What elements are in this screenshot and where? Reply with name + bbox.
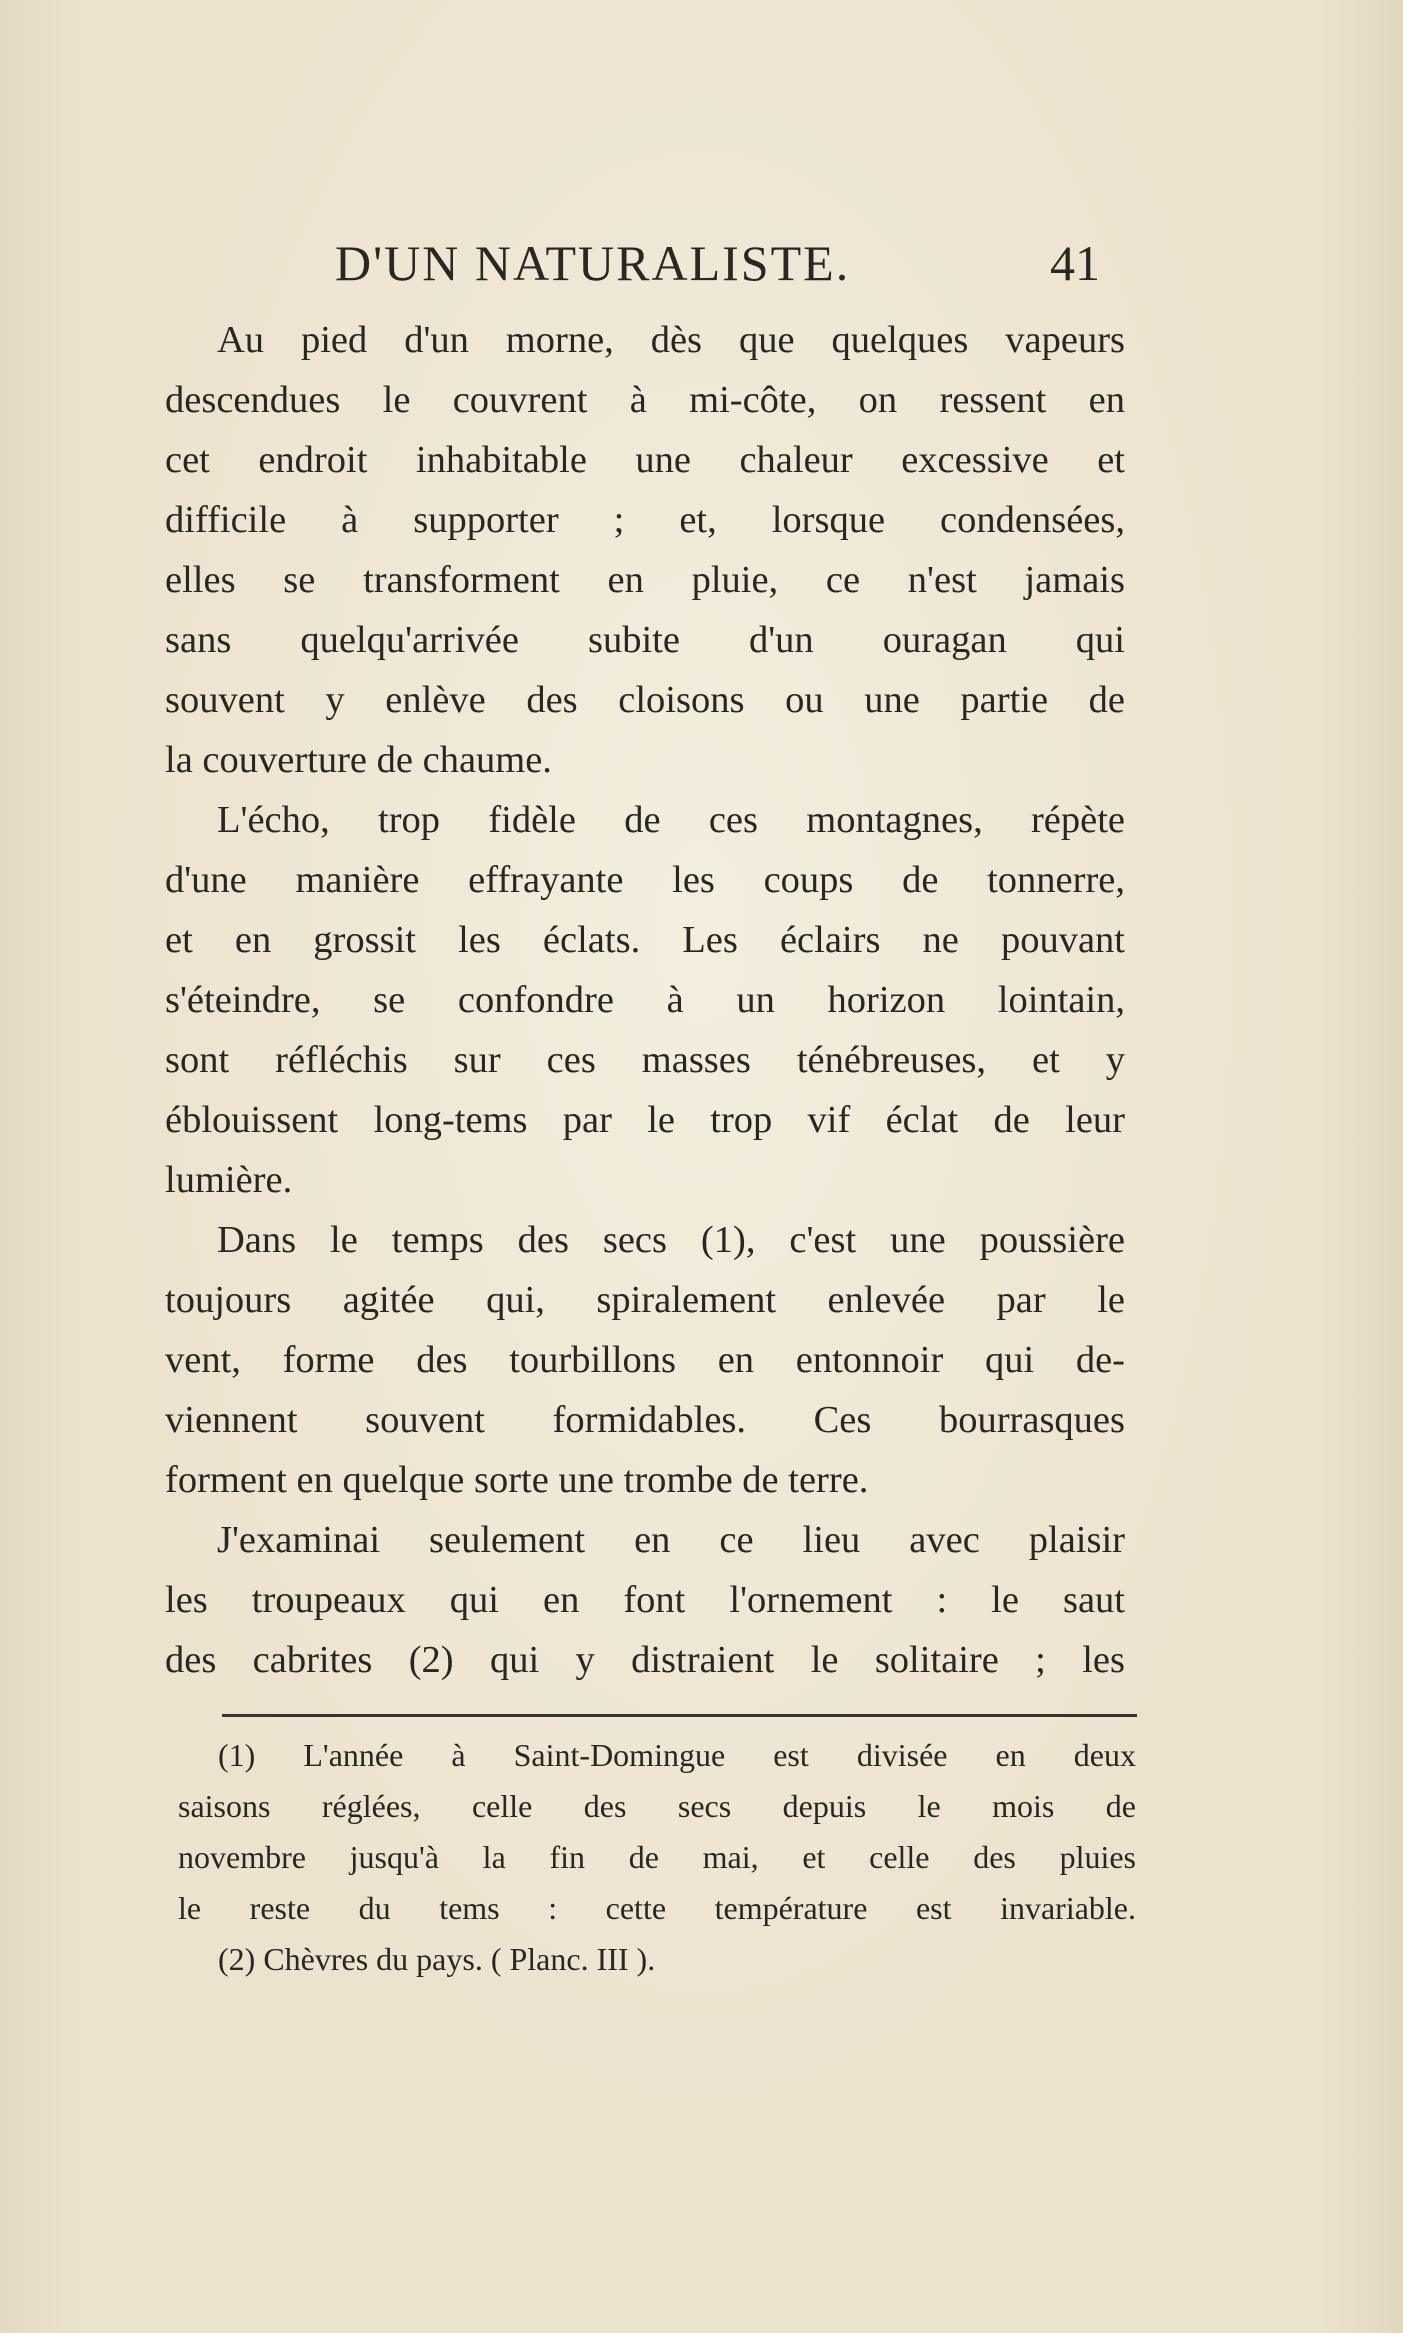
- text-line: Dans le temps des secs (1), c'est une poussière: [217, 1219, 1125, 1261]
- body-text: [165, 310, 1125, 1690]
- text-line: descendues le couvrent à mi-côte, on ressent en: [165, 379, 1125, 421]
- footnote-line: novembre jusqu'à la fin de mai, et celle des pluies: [178, 1839, 1136, 1875]
- text-line: Au pied d'un morne, dès que quelques vapeurs: [217, 319, 1125, 361]
- text-line: forment en quelque sorte une trombe de terre.: [165, 1459, 869, 1501]
- footnote-line: (1) L'année à Saint-Domingue est divisée en deux: [218, 1737, 1136, 1773]
- text-line: J'examinai seulement en ce lieu avec plaisir: [217, 1519, 1125, 1561]
- page-number: 41: [1050, 235, 1100, 291]
- text-line: et en grossit les éclats. Les éclairs ne pouvant: [165, 919, 1125, 961]
- text-line: viennent souvent formidables. Ces bourrasques: [165, 1399, 1125, 1441]
- running-title: D'UN NATURALISTE.: [335, 235, 851, 291]
- page-header: [160, 234, 1160, 304]
- text-line: toujours agitée qui, spiralement enlevée par le: [165, 1279, 1125, 1321]
- text-line: souvent y enlève des cloisons ou une partie de: [165, 679, 1125, 721]
- text-line: sans quelqu'arrivée subite d'un ouragan qui: [165, 619, 1125, 661]
- text-line: les troupeaux qui en font l'ornement : le saut: [165, 1579, 1125, 1621]
- text-line: difficile à supporter ; et, lorsque condensées,: [165, 499, 1125, 541]
- text-line: elles se transforment en pluie, ce n'est jamais: [165, 559, 1125, 601]
- text-line: la couverture de chaume.: [165, 739, 552, 781]
- footnote-line: le reste du tems : cette température est invariable.: [178, 1890, 1136, 1926]
- text-line: d'une manière effrayante les coups de tonnerre,: [165, 859, 1125, 901]
- text-line: L'écho, trop fidèle de ces montagnes, répète: [217, 799, 1125, 841]
- footnote-divider: [222, 1714, 1137, 1717]
- footnote-line: (2) Chèvres du pays. ( Planc. III ).: [218, 1941, 656, 1977]
- text-line: lumière.: [165, 1159, 293, 1201]
- text-line: s'éteindre, se confondre à un horizon lointain,: [165, 979, 1125, 1021]
- text-line: cet endroit inhabitable une chaleur excessive et: [165, 439, 1125, 481]
- text-line: des cabrites (2) qui y distraient le solitaire ; les: [165, 1639, 1125, 1681]
- text-line: vent, forme des tourbillons en entonnoir qui de-: [165, 1339, 1125, 1381]
- footnote-line: saisons réglées, celle des secs depuis le mois de: [178, 1788, 1136, 1824]
- text-line: éblouissent long-tems par le trop vif éclat de leur: [165, 1099, 1125, 1141]
- text-line: sont réfléchis sur ces masses ténébreuses, et y: [165, 1039, 1125, 1081]
- footnotes: [178, 1730, 1136, 1985]
